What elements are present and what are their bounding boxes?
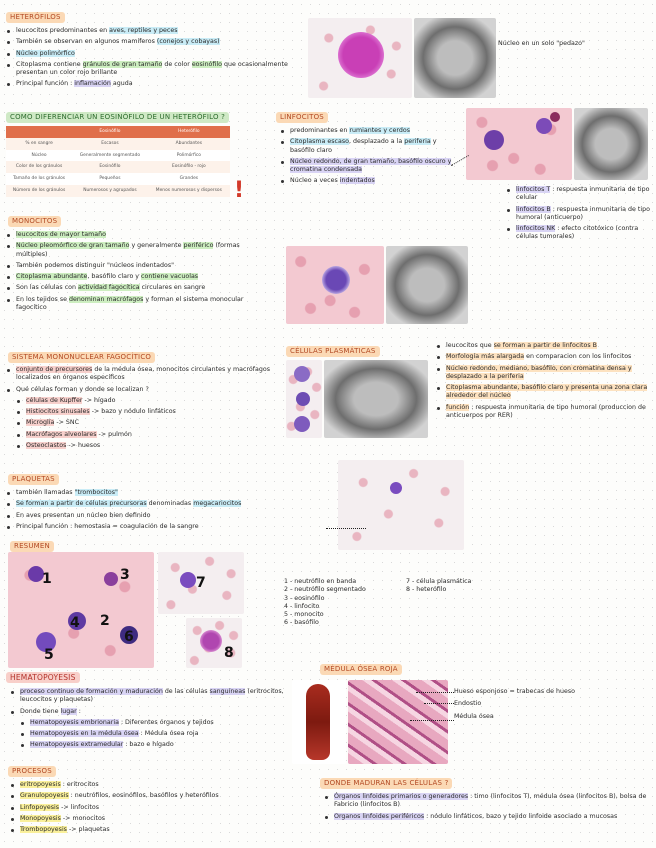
smf-title: SISTEMA MONONUCLEAR FAGOCÍTICO: [8, 352, 155, 363]
linfocitos-list: [280, 127, 462, 189]
list-item: Se forman a partir de células precursoras denominadas megacariocitos: [6, 500, 342, 508]
linfocitos-title: LINFOCITOS: [276, 112, 328, 123]
list-item: linfocitos T : respuesta inmunitaria de tipo celular: [506, 186, 650, 203]
hematopoyesis-title: HEMATOPOYESIS: [6, 672, 80, 683]
procesos-title: PROCESOS: [8, 766, 56, 777]
list-item: conjunto de precursores de la médula ósea, monocitos circulantes y macrófagos localizados en órganos específicos: [6, 366, 278, 383]
linfocitos-types-list: [506, 186, 650, 245]
list-item: Morfología más alargada en comparacion con los linfocitos: [436, 353, 650, 361]
comparison-title: COMO DIFERENCIAR UN EOSINÓFILO DE UN HETERÓFILO ?: [6, 112, 229, 123]
plasmaticas-title: CÉLULAS PLASMÁTICAS: [286, 346, 380, 357]
connector-line: [410, 720, 454, 721]
list-item: Citoplasma abundante, basófilo claro y presenta una zona clara alrededor del núcleo: [436, 384, 650, 401]
list-item: Trombopoyesis -> plaquetas: [10, 826, 310, 834]
list-item: Monopoyesis -> monocitos: [10, 815, 310, 823]
medula-labels: Hueso esponjoso = trabecas de hueso Endostio Médula ósea: [454, 688, 575, 720]
list-item: Macrófagos alveolares -> pulmón: [6, 431, 278, 439]
list-item: Qué células forman y donde se localizan ?: [6, 386, 278, 394]
list-item: Citoplasma contiene gránulos de gran tamaño de color eosinófilo que ocasionalmente presentan un color rojo brillante: [6, 61, 306, 78]
resumen-title: RESUMEN: [10, 541, 54, 552]
list-item: proceso continuo de formación y maduración de las células sanguíneas (eritrocitos, leucocitos y plaquetas): [10, 688, 286, 705]
medula-bone-image: [292, 680, 346, 764]
heterofilo-photo-note: Núcleo en un solo "pedazo": [498, 40, 585, 47]
list-item: Donde tiene lugar :: [10, 708, 286, 716]
list-item: linfocitos B : respuesta inmunitaria de tipo humoral (anticuerpo): [506, 206, 650, 223]
heterofilo-electron-micrograph: [414, 18, 496, 98]
resumen-micrograph-main: 1 3 4 2 5 6: [8, 552, 154, 668]
list-item: leucocitos que se forman a partir de linfocitos B: [436, 342, 650, 350]
resumen-legend-right: 7 - célula plasmática 8 - heterófilo: [406, 578, 472, 594]
connector-line: [416, 692, 454, 693]
list-item: Principal función : inflamación aguda: [6, 80, 306, 88]
medula-title: MÉDULA ÓSEA ROJA: [320, 664, 402, 675]
list-item: Osteoclastos -> huesos: [6, 442, 278, 450]
list-item: También se observan en algunos mamíferos (conejos y cobayas): [6, 38, 306, 46]
list-item: Núcleo pleomórfico de gran tamaño y generalmente periférico (formas múltiples): [6, 242, 268, 259]
list-item: Núcleo redondo, mediano, basófilo, con cromatina densa y desplazado a la periferia: [436, 365, 650, 382]
monocitos-list: [6, 231, 268, 315]
maduran-title: DONDE MADURAN LAS CÉLULAS ?: [320, 778, 452, 789]
list-item: En aves presentan un núcleo bien definido: [6, 512, 342, 520]
procesos-list: [10, 781, 310, 837]
monocito-electron-micrograph: [386, 246, 468, 324]
resumen-legend-left: 1 - neutrófilo en banda 2 - neutrófilo segmentado 3 - eosinófilo 4 - linfocito 5 - monocito 6 - basófilo: [284, 578, 366, 627]
hematopoyesis-list: [10, 688, 286, 753]
list-item: Hematopoyesis en la médula ósea : Médula ósea roja: [10, 730, 286, 738]
list-item: Histiocitos sinusales -> bazo y nódulo linfáticos: [6, 408, 278, 416]
heterofilos-list: [6, 27, 306, 92]
monocito-micrograph: [286, 246, 384, 324]
list-item: Linfopoyesis -> linfocitos: [10, 804, 310, 812]
list-item: Núcleo polimórfico: [6, 50, 306, 58]
list-item: Núcleo a veces indentados: [280, 177, 462, 185]
exclamation-mark: !: [234, 178, 245, 203]
comparison-table: Eosinófilo Heterófilo % en sangre Escasos Abundantes Núcleo Generalmente segmentado Polimórfico Color de los gránulos Eosinófilo Eosinófilo - rojo Tamaño de los gránulos Pequeños Grandes Número de los gránulos Numerosos y agrupados Menos numerosos y dispersos: [6, 126, 230, 197]
list-item: células de Kupffer -> hígado: [6, 397, 278, 405]
plaquetas-list: [6, 489, 342, 534]
list-item: Hematopoyesis extramedular : bazo e hígado: [10, 741, 286, 749]
list-item: Hematopoyesis embrionaria : Diferentes órganos y tejidos: [10, 719, 286, 727]
maduran-list: [324, 793, 648, 824]
list-item: predominantes en rumiantes y cerdos: [280, 127, 462, 135]
plaquetas-title: PLAQUETAS: [8, 474, 59, 485]
list-item: Principal función : hemostasia = coagulación de la sangre: [6, 523, 342, 531]
plaquetas-micrograph: [338, 460, 464, 550]
heterofilos-title: HETERÓFILOS: [6, 12, 65, 23]
list-item: también llamadas "trombocitos": [6, 489, 342, 497]
linfocito-electron-micrograph: [574, 108, 648, 180]
list-item: Son las células con actividad fagocítica circulares en sangre: [6, 284, 268, 292]
list-item: Órganos linfoides primarios o generadores : timo (linfocitos T), médula ósea (linfocitos B), bolsa de Fabricio (linfocitos B): [324, 793, 648, 810]
plasmatica-electron-micrograph: [324, 360, 428, 438]
connector-line: [326, 528, 366, 529]
list-item: También podemos distinguir "núcleos indentados": [6, 262, 268, 270]
list-item: leucocitos predominantes en aves, reptiles y peces: [6, 27, 306, 35]
list-item: leucocitos de mayor tamaño: [6, 231, 268, 239]
list-item: función : respuesta inmunitaria de tipo humoral (produccion de anticuerpos por RER): [436, 404, 650, 421]
list-item: En los tejidos se denominan macrófagos y forman el sistema monocular fagocítico: [6, 296, 268, 313]
list-item: eritropoyesis : eritrocitos: [10, 781, 310, 789]
list-item: Organos linfoides periféricos : nódulo linfáticos, bazo y tejido linfoide asociado a mucosas: [324, 813, 648, 821]
heterofilo-micrograph: [308, 18, 412, 98]
list-item: Citoplasma escaso, desplazado a la periferia y basófilo claro: [280, 138, 462, 155]
resumen-micrograph-heterofilo: 8: [186, 618, 242, 668]
list-item: Microglía -> SNC: [6, 419, 278, 427]
list-item: Núcleo redondo, de gran tamaño, basófilo oscuro y cromatina condensada: [280, 158, 462, 175]
list-item: Citoplasma abundante, basófilo claro y contiene vacuolas: [6, 273, 268, 281]
list-item: linfocitos NK : efecto citotóxico (contra células tumorales): [506, 225, 650, 242]
smf-list: [6, 366, 278, 453]
connector-line: [424, 703, 454, 704]
plasmaticas-list: [436, 342, 650, 423]
plasmatica-micrograph-strip: [286, 360, 322, 438]
list-item: Granulopoyesis : neutrófilos, eosinófilos, basófilos y heterófilos: [10, 792, 310, 800]
monocitos-title: MONOCITOS: [8, 216, 61, 227]
resumen-micrograph-plasmatica: 7: [158, 552, 244, 614]
linfocito-micrograph: [466, 108, 572, 180]
